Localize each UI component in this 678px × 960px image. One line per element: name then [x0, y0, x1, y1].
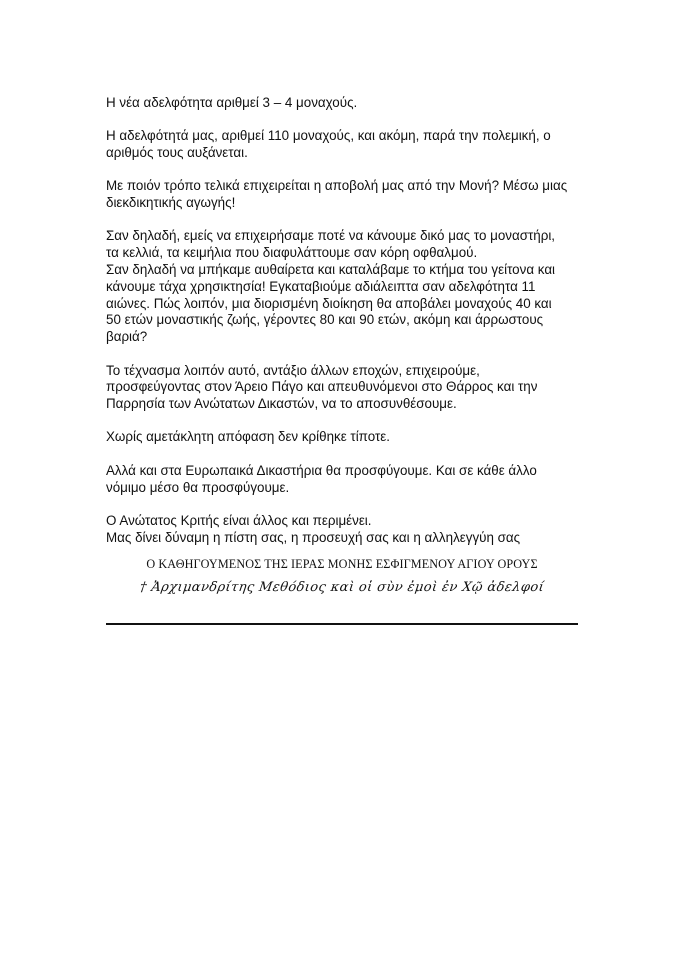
- text-line: Παρρησία των Ανώτατων Δικαστών, να το αποσυνθέσουμε.: [106, 396, 457, 412]
- text-line: προσφεύγοντας στον Άρειο Πάγο και απευθυνόμενοι στο Θάρρος και την: [106, 379, 538, 395]
- paragraph: [106, 178, 576, 212]
- text-line: Χωρίς αμετάκλητη απόφαση δεν κρίθηκε τίποτε.: [106, 429, 390, 445]
- signature-block: [106, 557, 578, 595]
- text-line: Η αδελφότητά μας, αριθμεί 110 μοναχούς, και ακόμη, παρά την πολεμική, ο: [106, 128, 551, 144]
- paragraph: [106, 463, 576, 497]
- text-line: Η νέα αδελφότητα αριθμεί 3 – 4 μοναχούς.: [106, 95, 358, 110]
- text-line: Μας δίνει δύναμη η πίστη σας, η προσευχή σας και η αλληλεγγύη σας: [106, 529, 521, 545]
- text-line: Σαν δηλαδή να μπήκαμε αυθαίρετα και καταλάβαμε το κτήμα του γείτονα και: [106, 262, 556, 278]
- signatory-title: Ο ΚΑΘΗΓΟΥΜΕΝΟΣ ΤΗΣ ΙΕΡΑΣ ΜΟΝΗΣ ΕΣΦΙΓΜΕΝΟΥ ΑΓΙΟΥ ΟΡΟΥΣ: [146, 557, 538, 571]
- text-line: διεκδικητικής αγωγής!: [106, 195, 236, 211]
- text-line: Το τέχνασμα λοιπόν αυτό, αντάξιο άλλων εποχών, επιχειρούμε,: [106, 362, 480, 378]
- text-line: αιώνες. Πώς λοιπόν, μια διορισμένη διοίκηση θα αποβάλει μοναχούς 40 και: [106, 295, 552, 311]
- letter-body: [106, 95, 576, 563]
- text-line: κάνουμε τάχα χρησικτησία! Εγκαταβιούμε αδιάλειπτα σαν αδελφότητα 11: [106, 278, 536, 294]
- paragraph: [106, 95, 576, 112]
- paragraph: [106, 128, 576, 162]
- text-line: Αλλά και στα Ευρωπαικά Δικαστήρια θα προσφύγουμε. Και σε κάθε άλλο: [106, 462, 537, 478]
- text-line: νόμιμο μέσο θα προσφύγουμε.: [106, 479, 290, 495]
- text-line: Ο Ανώτατος Κριτής είναι άλλος και περιμένει.: [106, 512, 372, 528]
- signature-rule: [106, 623, 578, 625]
- paragraph: [106, 513, 576, 547]
- text-line: βαριά?: [106, 329, 148, 345]
- handwritten-signature: † Ἀρχιμανδρίτης Μεθόδιος καὶ οἱ σὺν ἐμοὶ ἐν Χῷ ἀδελφοί: [138, 580, 546, 595]
- text-line: τα κελλιά, τα κειμήλια που διαφυλάττουμε σαν κόρη οφθαλμού.: [106, 245, 478, 261]
- paragraph: [106, 429, 576, 446]
- text-line: αριθμός τους αυξάνεται.: [106, 145, 248, 161]
- paragraph: [106, 363, 576, 413]
- text-line: Σαν δηλαδή, εμείς να επιχειρήσαμε ποτέ να κάνουμε δικό μας το μοναστήρι,: [106, 228, 556, 244]
- text-line: Με ποιόν τρόπο τελικά επιχειρείται η αποβολή μας από την Μονή? Μέσω μιας: [106, 178, 568, 194]
- paragraph: [106, 228, 576, 346]
- text-line: 50 ετών μοναστικής ζωής, γέροντες 80 και 90 ετών, ακόμη και άρρωστους: [106, 312, 544, 328]
